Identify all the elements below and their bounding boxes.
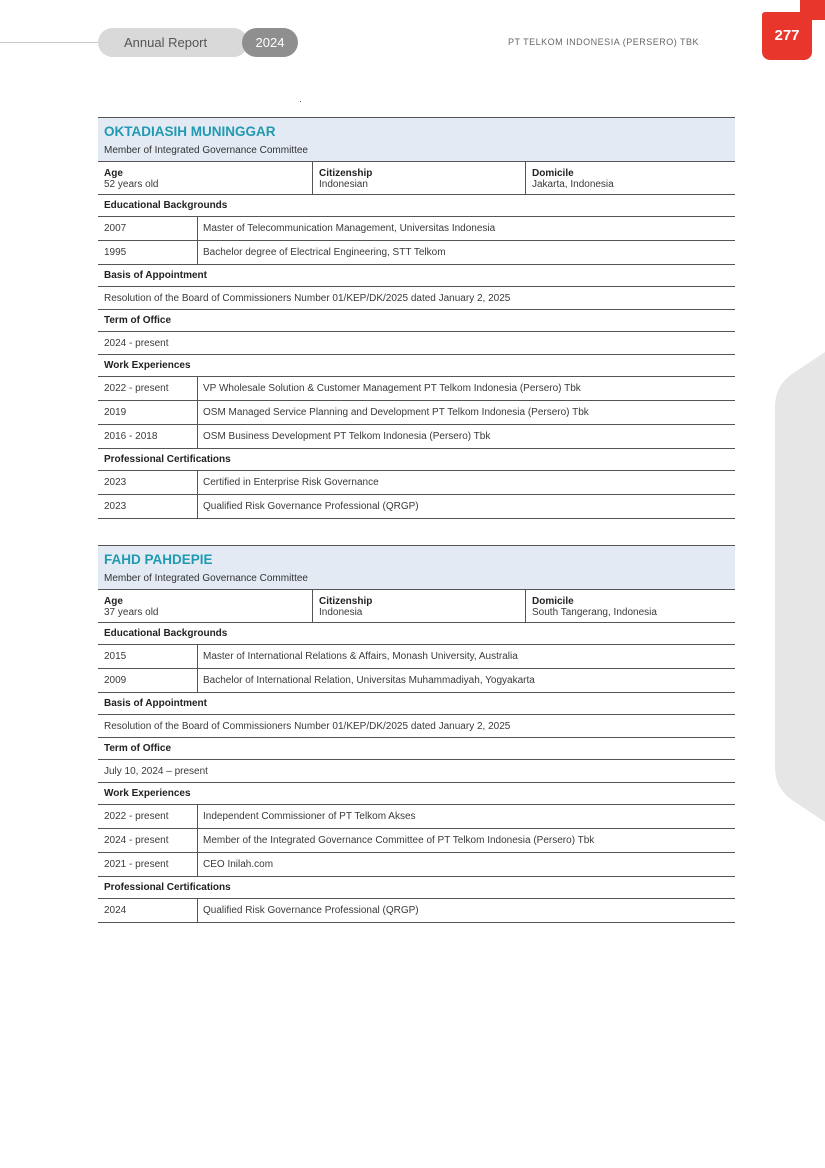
row-year: 2019 — [98, 401, 198, 424]
certs-heading: Professional Certifications — [98, 449, 735, 471]
table-row — [98, 669, 735, 693]
table-row — [98, 645, 735, 669]
education-heading: Educational Backgrounds — [98, 195, 735, 217]
term-value: 2024 - present — [98, 332, 735, 355]
table-row — [98, 377, 735, 401]
row-year: 2022 - present — [98, 805, 198, 828]
term-heading: Term of Office — [98, 738, 735, 760]
table-row — [98, 495, 735, 519]
row-desc: OSM Managed Service Planning and Development PT Telkom Indonesia (Persero) Tbk — [203, 407, 589, 418]
page-number: 277 — [762, 12, 812, 60]
row-desc: Bachelor of International Relation, Universitas Muhammadiyah, Yogyakarta — [203, 675, 535, 686]
company-name: PT TELKOM INDONESIA (PERSERO) TBK — [508, 37, 700, 47]
age-label: Age — [104, 168, 123, 179]
profile-role: Member of Integrated Governance Committee — [104, 145, 308, 156]
term-value: July 10, 2024 – present — [98, 760, 735, 783]
table-row — [98, 401, 735, 425]
profile-role: Member of Integrated Governance Committee — [104, 573, 308, 584]
table-row — [98, 899, 735, 923]
domicile-label: Domicile — [532, 596, 574, 607]
stray-dot — [300, 101, 301, 102]
report-label: Annual Report — [98, 28, 248, 57]
report-year: 2024 — [242, 28, 298, 57]
work-heading: Work Experiences — [98, 355, 735, 377]
profile-name: FAHD PAHDEPIE — [104, 552, 213, 567]
profile-basic-info — [98, 589, 735, 623]
profile-header — [98, 545, 735, 589]
table-row — [98, 471, 735, 495]
domicile-value: Jakarta, Indonesia — [532, 179, 614, 190]
education-heading: Educational Backgrounds — [98, 623, 735, 645]
table-row — [98, 425, 735, 449]
profile-name: OKTADIASIH MUNINGGAR — [104, 124, 276, 139]
citizenship-label: Citizenship — [319, 596, 373, 607]
age-value: 37 years old — [104, 607, 159, 618]
basis-heading: Basis of Appointment — [98, 693, 735, 715]
table-row — [98, 217, 735, 241]
row-desc: Independent Commissioner of PT Telkom Akses — [203, 811, 416, 822]
term-heading: Term of Office — [98, 310, 735, 332]
profile-header — [98, 117, 735, 161]
row-year: 2021 - present — [98, 853, 198, 876]
domicile-value: South Tangerang, Indonesia — [532, 607, 657, 618]
citizenship-label: Citizenship — [319, 168, 373, 179]
age-value: 52 years old — [104, 179, 159, 190]
row-year: 2022 - present — [98, 377, 198, 400]
table-row — [98, 853, 735, 877]
profile-card — [98, 117, 735, 519]
table-row — [98, 829, 735, 853]
row-desc: VP Wholesale Solution & Customer Management PT Telkom Indonesia (Persero) Tbk — [203, 383, 581, 394]
row-desc: Member of the Integrated Governance Committee of PT Telkom Indonesia (Persero) Tbk — [203, 835, 595, 846]
basis-value: Resolution of the Board of Commissioners Number 01/KEP/DK/2025 dated January 2, 2025 — [98, 715, 735, 738]
profile-card — [98, 545, 735, 923]
profile-basic-info — [98, 161, 735, 195]
row-desc: OSM Business Development PT Telkom Indonesia (Persero) Tbk — [203, 431, 491, 442]
row-desc: Qualified Risk Governance Professional (QRGP) — [203, 905, 419, 916]
domicile-label: Domicile — [532, 168, 574, 179]
row-year: 2009 — [98, 669, 198, 692]
row-year: 1995 — [98, 241, 198, 264]
row-year: 2007 — [98, 217, 198, 240]
certs-heading: Professional Certifications — [98, 877, 735, 899]
age-label: Age — [104, 596, 123, 607]
row-year: 2016 - 2018 — [98, 425, 198, 448]
row-desc: CEO Inilah.com — [203, 859, 274, 870]
row-desc: Master of International Relations & Affairs, Monash University, Australia — [203, 651, 518, 662]
row-year: 2024 - present — [98, 829, 198, 852]
row-desc: Certified in Enterprise Risk Governance — [203, 477, 379, 488]
row-year: 2023 — [98, 495, 198, 518]
basis-heading: Basis of Appointment — [98, 265, 735, 287]
row-desc: Master of Telecommunication Management, Universitas Indonesia — [203, 223, 496, 234]
row-year: 2024 — [98, 899, 198, 922]
row-desc: Bachelor degree of Electrical Engineering, STT Telkom — [203, 247, 446, 258]
header-rule — [0, 42, 100, 43]
work-heading: Work Experiences — [98, 783, 735, 805]
row-year: 2023 — [98, 471, 198, 494]
side-decoration — [775, 352, 825, 822]
row-desc: Qualified Risk Governance Professional (QRGP) — [203, 501, 419, 512]
citizenship-value: Indonesia — [319, 607, 363, 618]
table-row — [98, 241, 735, 265]
row-year: 2015 — [98, 645, 198, 668]
citizenship-value: Indonesian — [319, 179, 368, 190]
basis-value: Resolution of the Board of Commissioners Number 01/KEP/DK/2025 dated January 2, 2025 — [98, 287, 735, 310]
table-row — [98, 805, 735, 829]
